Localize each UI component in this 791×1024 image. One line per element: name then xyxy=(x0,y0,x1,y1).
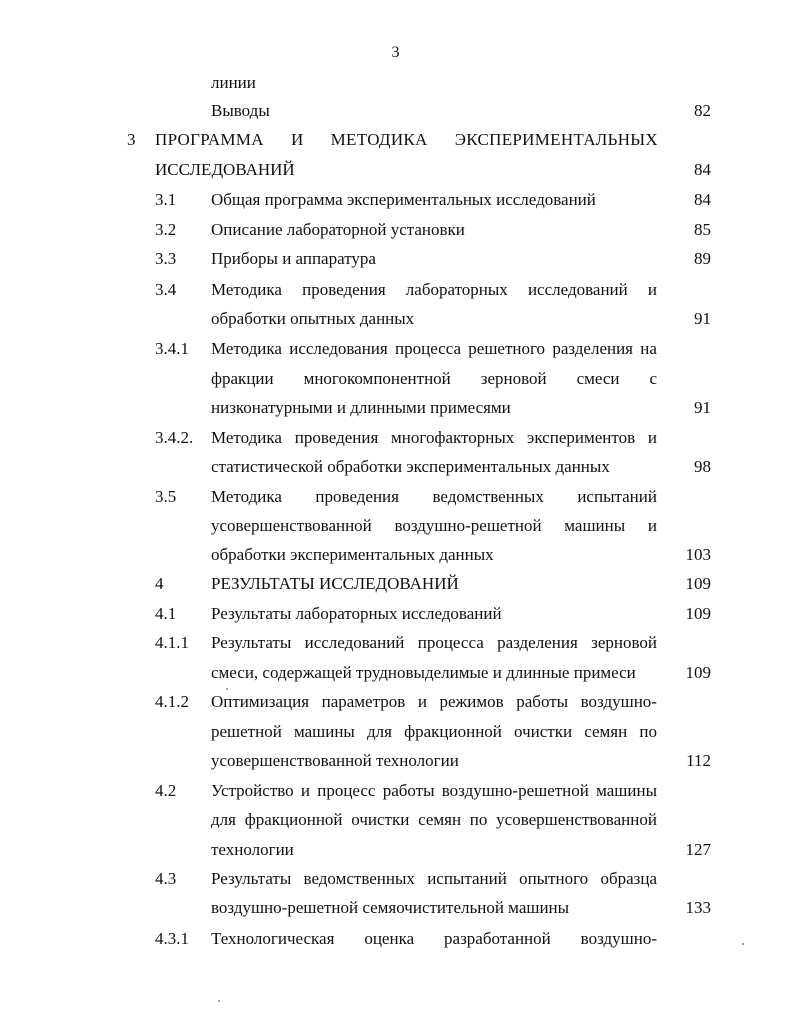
toc-word: работы xyxy=(382,781,435,800)
toc-word: Результаты xyxy=(211,633,292,652)
toc-entry-text xyxy=(211,781,657,801)
toc-word: воздушно-решетной xyxy=(441,781,589,800)
toc-word: для xyxy=(211,810,236,829)
toc-entry-text xyxy=(211,633,657,653)
toc-word: усовершенствованной xyxy=(211,516,372,535)
toc-entry-number: 3.4.1 xyxy=(155,339,189,358)
toc-entry-text xyxy=(211,487,657,507)
toc-entry-text: обработки экспериментальных данных xyxy=(211,545,494,564)
toc-entry-page: 91 xyxy=(694,309,711,328)
toc-entry-text: технологии xyxy=(211,840,294,859)
toc-word: и xyxy=(417,692,427,711)
toc-word: параметров xyxy=(321,692,406,711)
toc-entry-page: 112 xyxy=(686,751,711,770)
toc-word: Технологическая xyxy=(211,929,335,948)
toc-entry-text: РЕЗУЛЬТАТЫ ИССЛЕДОВАНИЙ xyxy=(211,574,459,593)
toc-word: разделения xyxy=(552,339,634,358)
toc-entry-text xyxy=(211,516,657,536)
toc-entry-page: 89 xyxy=(694,249,711,268)
toc-word: усовершенствованной xyxy=(496,810,657,829)
toc-entry-text xyxy=(211,369,657,389)
toc-word: и xyxy=(647,280,657,299)
toc-word: МЕТОДИКА xyxy=(330,130,428,149)
toc-word: машины xyxy=(596,781,657,800)
toc-word: проведения xyxy=(315,487,399,506)
toc-entry-text: статистической обработки экспериментальных данных xyxy=(211,457,610,476)
toc-word: исследований xyxy=(304,633,405,652)
toc-word: фракционной xyxy=(404,722,502,741)
toc-word: ведомственных xyxy=(303,869,415,888)
toc-entry-number: 3.4.2. xyxy=(155,428,194,447)
toc-entry-text xyxy=(211,339,657,359)
toc-entry-number: 4.1.1 xyxy=(155,633,189,652)
toc-word: оценка xyxy=(364,929,415,948)
toc-word: воздушно-решетной xyxy=(394,516,542,535)
toc-word: Методика xyxy=(211,487,282,506)
toc-entry-text xyxy=(211,692,657,712)
toc-word: по xyxy=(469,810,488,829)
toc-word: исследования xyxy=(289,339,388,358)
toc-entry-page: 133 xyxy=(685,898,711,917)
toc-entry-text: линии xyxy=(211,73,256,92)
toc-word: разделения xyxy=(497,633,578,652)
toc-entry-text xyxy=(211,869,657,889)
toc-word: экспериментов xyxy=(527,428,636,447)
toc-entry-number: 4.3.1 xyxy=(155,929,189,948)
toc-entry-text: Приборы и аппаратура xyxy=(211,249,376,268)
toc-word: на xyxy=(640,339,657,358)
toc-word: зерновой xyxy=(591,633,657,652)
toc-word: И xyxy=(290,130,304,149)
toc-word: опытного xyxy=(519,869,589,888)
toc-word: многофакторных xyxy=(391,428,515,447)
toc-word: семян xyxy=(584,722,628,741)
toc-entry-number: 3.1 xyxy=(155,190,177,209)
toc-word: проведения xyxy=(294,428,379,447)
toc-entry-text: низконатурными и длинными примесями xyxy=(211,398,511,417)
toc-entry-number: 3.2 xyxy=(155,220,177,239)
toc-entry-text: смеси, содержащей трудновыделимые и длинные примеси xyxy=(211,663,636,682)
toc-word: Устройство xyxy=(211,781,294,800)
toc-entry-number: 3.5 xyxy=(155,487,177,506)
toc-word: работы xyxy=(516,692,569,711)
toc-entry-text: усовершенствованной технологии xyxy=(211,751,459,770)
toc-entry-text: Общая программа экспериментальных исследований xyxy=(211,190,596,209)
toc-word: фракции xyxy=(211,369,274,388)
toc-word: воздушно- xyxy=(580,929,657,948)
toc-word: режимов xyxy=(439,692,504,711)
toc-entry-page: 85 xyxy=(694,220,711,239)
toc-word: решетной xyxy=(211,722,282,741)
toc-entry-number: 4.3 xyxy=(155,869,177,888)
toc-entry-number: 4.2 xyxy=(155,781,177,800)
toc-word: и xyxy=(647,516,657,535)
toc-word: многокомпонентной xyxy=(303,369,451,388)
toc-word: процесс xyxy=(317,781,376,800)
toc-entry-number: 3 xyxy=(127,130,136,149)
toc-entry-page: 109 xyxy=(685,604,711,623)
toc-entry-text xyxy=(211,428,657,448)
toc-word: Методика xyxy=(211,339,282,358)
toc-word: машины xyxy=(293,722,355,741)
toc-entry-page: 98 xyxy=(694,457,711,476)
toc-word: процесса xyxy=(417,633,484,652)
toc-word: и xyxy=(647,428,657,447)
toc-entry-text: Описание лабораторной установки xyxy=(211,220,465,239)
toc-entry-text: обработки опытных данных xyxy=(211,309,415,328)
toc-word: лабораторных xyxy=(405,280,508,299)
toc-word: фракционной xyxy=(244,810,343,829)
toc-entry-page: 127 xyxy=(685,840,711,859)
toc-word: образца xyxy=(600,869,657,888)
toc-word: машины xyxy=(564,516,626,535)
toc-word: семян xyxy=(418,810,462,829)
toc-entry-text xyxy=(211,280,657,300)
scan-speck xyxy=(742,943,744,945)
toc-word: ЭКСПЕРИМЕНТАЛЬНЫХ xyxy=(454,130,658,149)
toc-word: Результаты xyxy=(211,869,292,888)
toc-word: испытаний xyxy=(427,869,507,888)
toc-entry-page: 103 xyxy=(685,545,711,564)
toc-word: Оптимизация xyxy=(211,692,310,711)
toc-word: для xyxy=(367,722,392,741)
toc-entry-text xyxy=(155,130,658,150)
toc-word: ПРОГРАММА xyxy=(155,130,264,149)
page-number: 3 xyxy=(391,44,400,61)
toc-word: ведомственных xyxy=(432,487,544,506)
toc-word: зерновой xyxy=(480,369,547,388)
toc-word: проведения xyxy=(302,280,386,299)
toc-word: воздушно- xyxy=(580,692,657,711)
toc-word: исследований xyxy=(527,280,628,299)
toc-word: испытаний xyxy=(577,487,657,506)
toc-entry-text: ИССЛЕДОВАНИЙ xyxy=(155,160,295,179)
toc-entry-page: 84 xyxy=(694,160,711,179)
toc-word: решетного xyxy=(468,339,546,358)
toc-entry-text xyxy=(211,929,657,949)
toc-entry-number: 3.3 xyxy=(155,249,177,268)
toc-word: Методика xyxy=(211,428,282,447)
toc-entry-page: 109 xyxy=(685,663,711,682)
toc-word: по xyxy=(639,722,657,741)
toc-word: и xyxy=(300,781,310,800)
toc-entry-text: Результаты лабораторных исследований xyxy=(211,604,502,623)
toc-word: с xyxy=(649,369,657,388)
toc-entry-text: Выводы xyxy=(211,101,270,120)
toc-entry-page: 84 xyxy=(694,190,711,209)
toc-entry-page: 82 xyxy=(694,101,711,120)
toc-word: очистки xyxy=(514,722,573,741)
toc-word: разработанной xyxy=(444,929,551,948)
toc-entry-page: 91 xyxy=(694,398,711,417)
toc-word: очистки xyxy=(351,810,410,829)
toc-entry-number: 3.4 xyxy=(155,280,177,299)
toc-entry-text: воздушно-решетной семяочистительной машины xyxy=(211,898,570,917)
toc-word: Методика xyxy=(211,280,282,299)
scan-speck xyxy=(226,688,228,690)
toc-entry-text xyxy=(211,722,657,742)
scan-speck xyxy=(218,1000,220,1002)
toc-entry-number: 4.1.2 xyxy=(155,692,189,711)
toc-word: процесса xyxy=(395,339,462,358)
toc-entry-number: 4 xyxy=(155,574,164,593)
toc-word: смеси xyxy=(576,369,620,388)
toc-entry-number: 4.1 xyxy=(155,604,177,623)
toc-entry-text xyxy=(211,810,657,830)
toc-entry-page: 109 xyxy=(685,574,711,593)
